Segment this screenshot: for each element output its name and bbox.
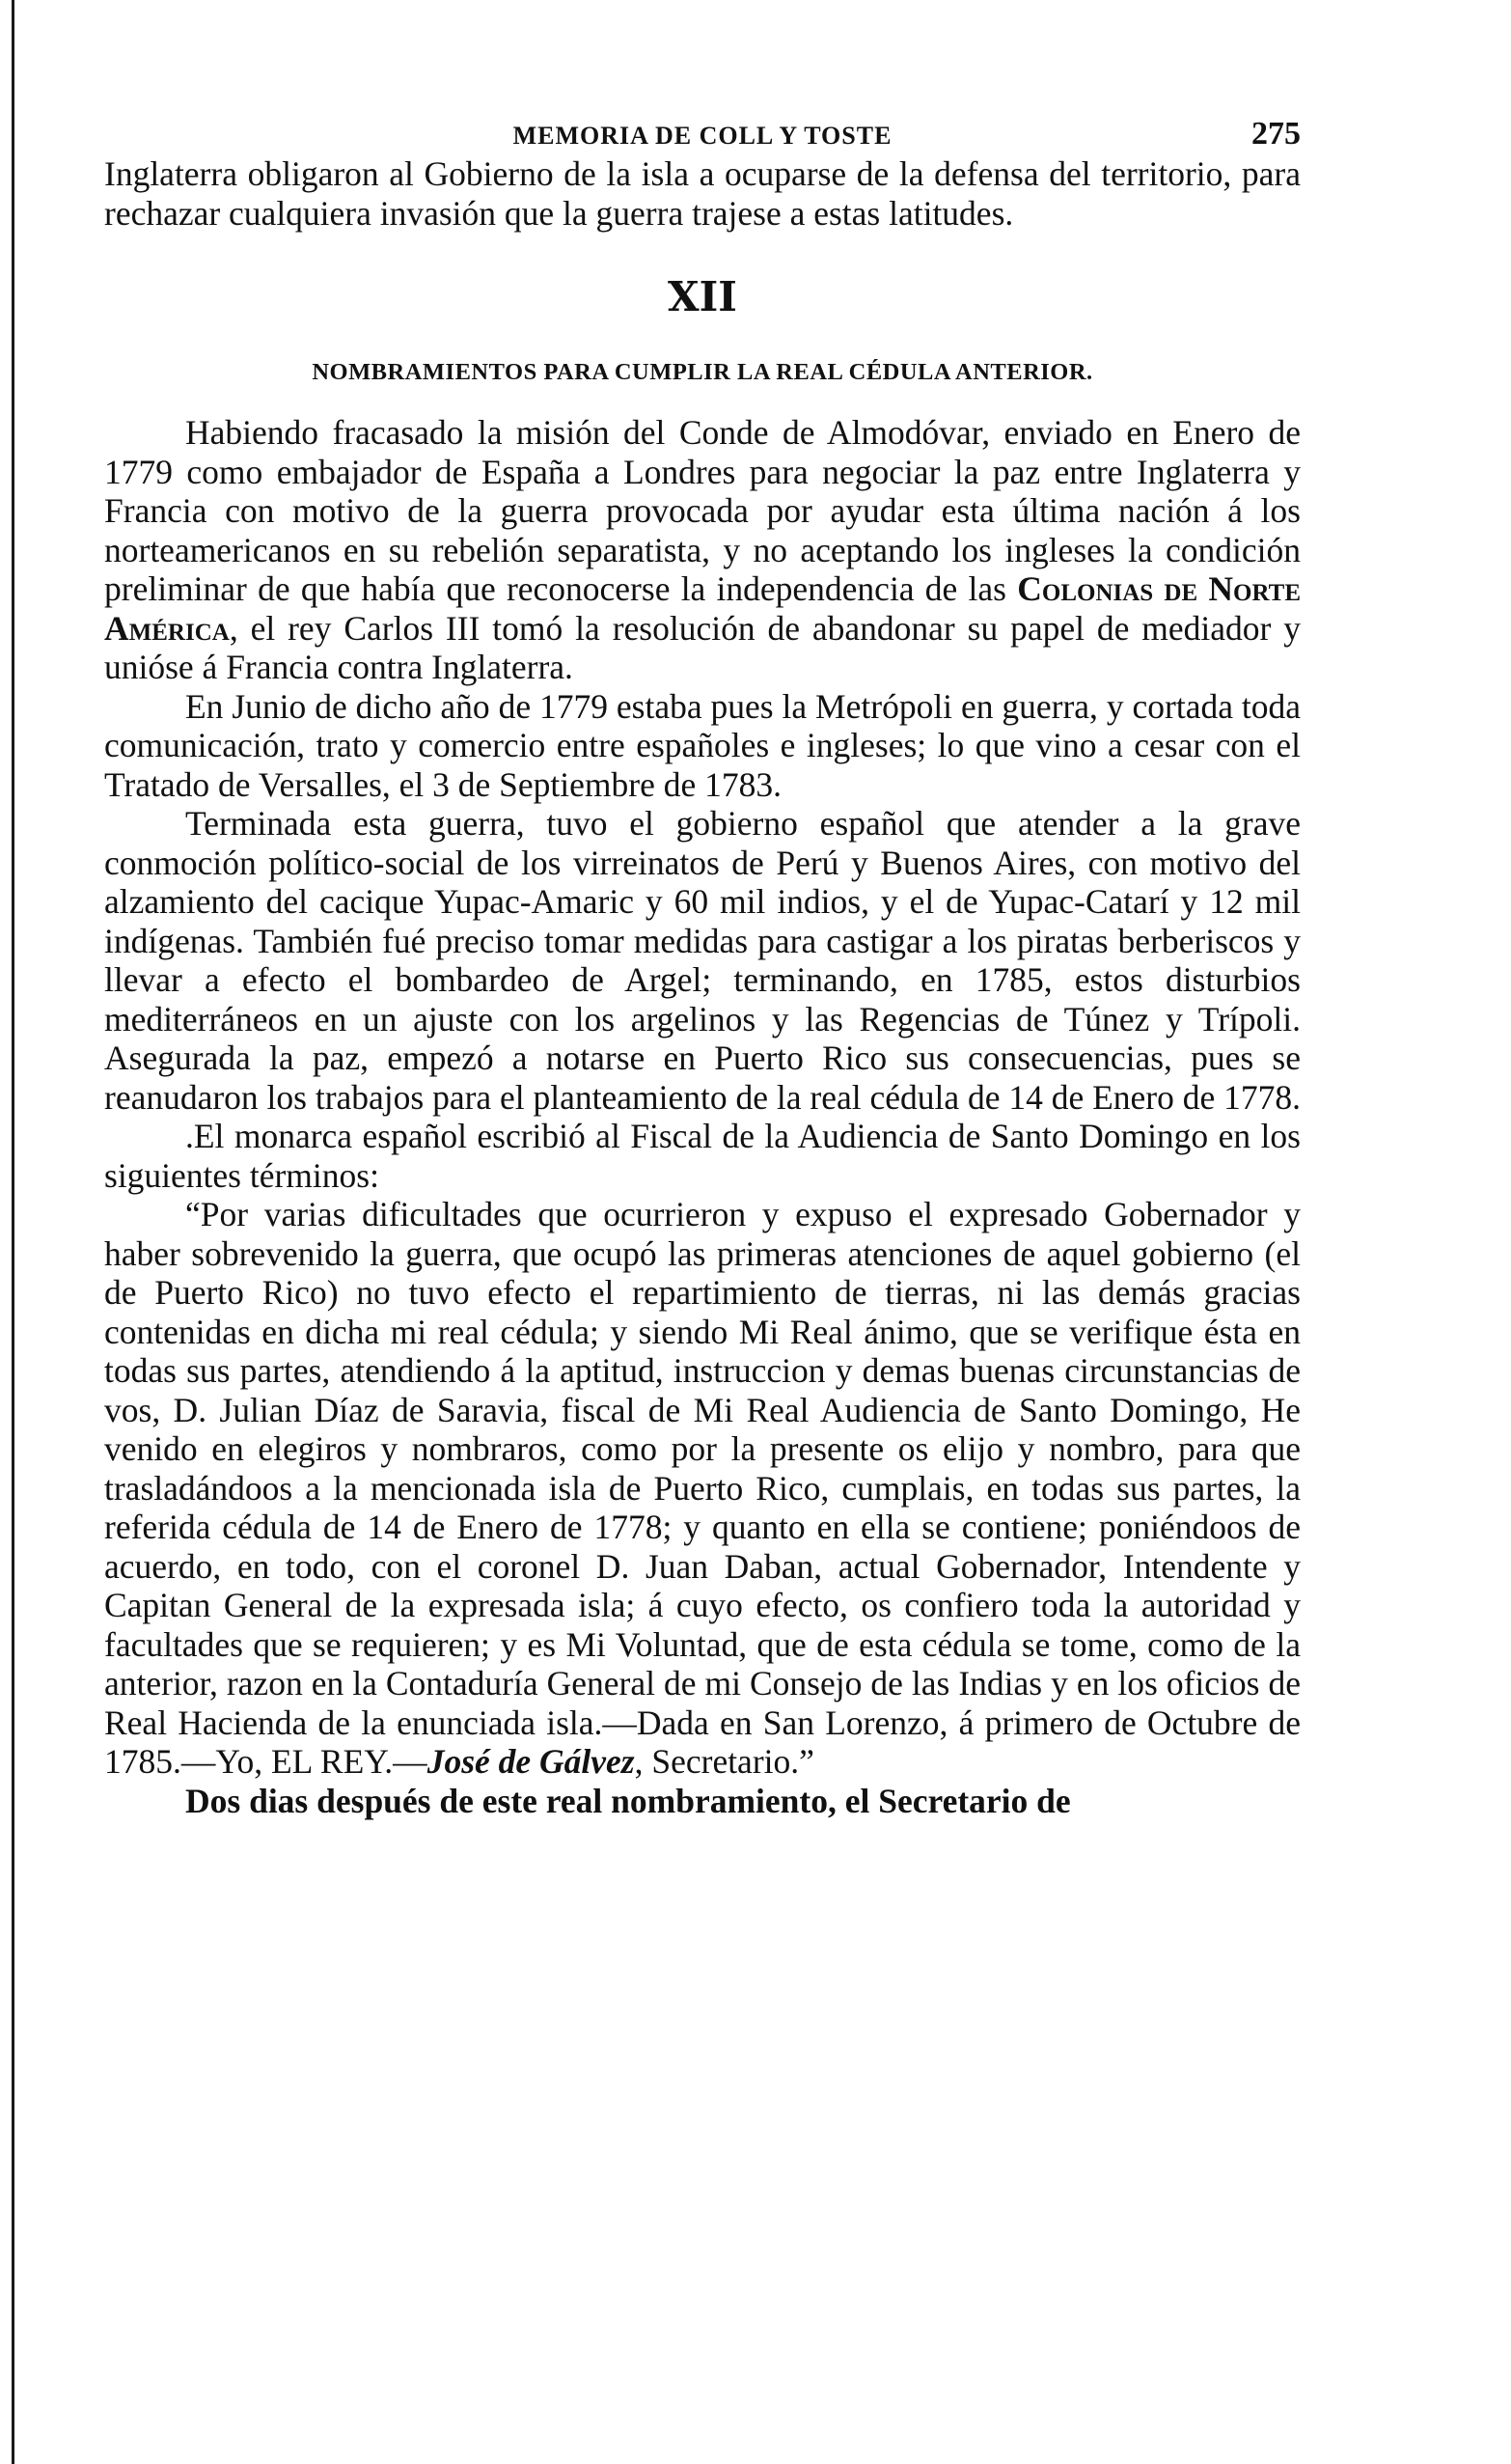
paragraph-junio-1779: En Junio de dicho año de 1779 estaba pues la Metrópoli en guerra, y cortada toda comunicación, trato y comercio entre españoles e ingleses; lo que vino a cesar con el Tratado de Versalles, el 3 de Septiembre de 1783.	[104, 686, 1301, 804]
paragraph-text: Habiendo fracasado la misión del Conde de Almodóvar, enviado en Enero de 1779 como embajador de España a Londres para negociar la paz entre Inglaterra y Francia con motivo de la guerra provocada por ayudar esta última nación á los norteamericanos en su rebelión separatista, y no aceptando los ingleses la condición preliminar de que había que reconocerse la independencia de las	[104, 413, 1301, 608]
paragraph-almodovar	[104, 413, 1301, 687]
signatory-name: José de Gálvez	[426, 1742, 635, 1781]
paragraph-dos-dias: Dos dias después de este real nombramiento, el Secretario de	[185, 1781, 1071, 1820]
page-number: 275	[1251, 116, 1301, 152]
running-header	[104, 106, 1301, 154]
running-title: MEMORIA DE COLL Y TOSTE	[512, 122, 893, 150]
smallcaps-colonias: Colonias de Norte América	[104, 569, 1302, 648]
paragraph-royal-quote	[104, 1195, 1301, 1782]
intro-paragraph: Inglaterra obligaron al Gobierno de la isla a ocuparse de la defensa del territorio, para rechazar cualquiera invasión que la guerra trajese a estas latitudes.	[104, 154, 1301, 233]
section-title: NOMBRAMIENTOS PARA CUMPLIR LA REAL CÉDULA ANTERIOR.	[312, 359, 1093, 385]
quote-text: “Por varias dificultades que ocurrieron y expuso el expresado Gobernador y haber sobrevenido la guerra, que ocupó las primeras atenciones de aquel gobierno (el de Puerto Rico) no tuvo efecto el repartimiento de tierras, ni las demás gracias contenidas en dicha mi real cédula; y siendo Mi Real ánimo, que se verifique ésta en todas sus partes, atendiendo á la aptitud, instruccion y demas buenas circunstancias de vos, D. Julian Díaz de Saravia, fiscal de Mi Real Audiencia de Santo Domingo, He venido en elegiros y nombraros, como por la presente os elijo y nombro, para que trasladándoos a la mencionada isla de Puerto Rico, cumplais, en todas sus partes, la referida cédula de 14 de Enero de 1778; y quanto en ella se contiene; poniéndoos de acuerdo, en todo, con el coronel D. Juan Daban, actual Gobernador, Intendente y Capitan General de la expresada isla; á cuyo efecto, os confiero toda la autoridad y facultades que se requieren; y es Mi Voluntad, que de esta cédula se tome, como de la anterior, razon en la Contaduría General de mi Consejo de las Indias y en los oficios de Real Hacienda de la enunciada isla.—Dada en San Lorenzo, á primero de Octubre de 1785.—Yo, EL REY.—	[104, 1195, 1301, 1781]
page-edge-rule	[12, 0, 14, 2464]
quote-end: , Secretario.”	[634, 1742, 814, 1781]
paragraph-text: , el rey Carlos III tomó la resolución de abandonar su papel de mediador y unióse á Francia contra Inglaterra.	[104, 608, 1301, 686]
section-number: XII	[668, 273, 737, 320]
paragraph-terminada-guerra: Terminada esta guerra, tuvo el gobierno español que atender a la grave conmoción político-social de los virreinatos de Perú y Buenos Aires, con motivo del alzamiento del cacique Yupac-Amaric y 60 mil indios, y el de Yupac-Catarí y 12 mil indígenas. También fué preciso tomar medidas para castigar a los piratas berberiscos y llevar a efecto el bombardeo de Argel; terminando, en 1785, estos disturbios mediterráneos en un ajuste con los argelinos y las Regencias de Túnez y Trípoli. Asegurada la paz, empezó a notarse en Puerto Rico sus consecuencias, pues se reanudaron los trabajos para el planteamiento de la real cédula de 14 de Enero de 1778.	[104, 804, 1302, 1117]
paragraph-monarca: .El monarca español escribió al Fiscal de la Audiencia de Santo Domingo en los siguientes términos:	[104, 1117, 1301, 1195]
book-page	[104, 106, 1301, 1820]
